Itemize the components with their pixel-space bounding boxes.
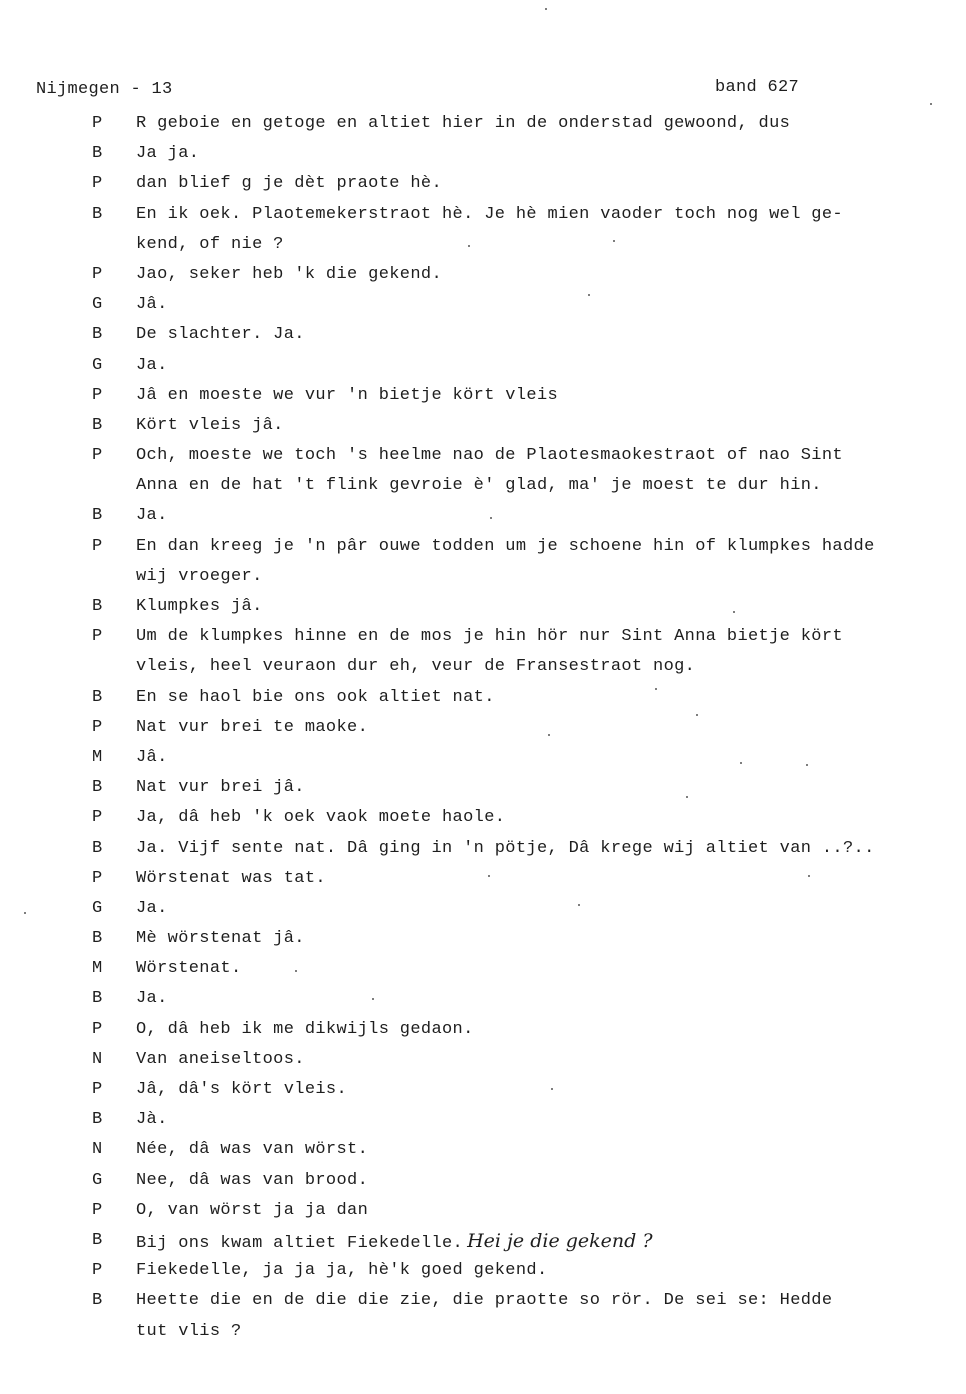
- transcript-line: [0, 1075, 966, 1105]
- utterance-typed: Jâ, dâ's kört vleis.: [136, 1080, 348, 1099]
- page-header-tape: band 627: [715, 78, 800, 97]
- transcript-line: [0, 713, 966, 743]
- speaker-code: M: [92, 747, 103, 767]
- utterance-text: [136, 713, 368, 743]
- utterance-text: [136, 803, 505, 833]
- transcript-line: [0, 290, 966, 320]
- transcript-line: [0, 109, 966, 139]
- speaker-code: P: [92, 264, 103, 284]
- speaker-code: B: [92, 838, 103, 858]
- utterance-typed: Fiekedelle, ja ja ja, hè'k goed gekend.: [136, 1261, 548, 1281]
- utterance-text: [136, 984, 168, 1014]
- utterance-text: [136, 562, 263, 592]
- utterance-typed: Jao, seker heb 'k die gekend.: [136, 264, 442, 284]
- speaker-code: B: [92, 204, 103, 224]
- page-header-location: Nijmegen - 13: [36, 80, 173, 99]
- transcript-line: [0, 1105, 966, 1135]
- utterance-typed: Wörstenat was tat.: [136, 868, 326, 888]
- transcript-line: [0, 1045, 966, 1075]
- utterance-text: [136, 139, 199, 169]
- utterance-typed: dan blief g je dèt praote hè.: [136, 174, 442, 194]
- transcript-line: [0, 652, 966, 682]
- utterance-text: [136, 532, 875, 562]
- utterance-typed: Van aneiseltoos.: [136, 1049, 305, 1069]
- utterance-text: [136, 1256, 548, 1286]
- utterance-typed: Anna en de hat 't flink gevroie è' glad, ma' je moest te dur hin.: [136, 476, 822, 496]
- speaker-code: P: [92, 808, 103, 828]
- speaker-code: M: [92, 959, 103, 979]
- utterance-typed: Ja.: [136, 355, 168, 375]
- utterance-typed: kend, of nie ?: [136, 234, 284, 254]
- speaker-code: G: [92, 1170, 103, 1190]
- speaker-code: N: [92, 1140, 103, 1160]
- utterance-text: [136, 924, 305, 954]
- speaker-code: B: [92, 415, 103, 435]
- speaker-code: B: [92, 929, 103, 949]
- transcript-line: [0, 351, 966, 381]
- utterance-text: [136, 200, 843, 230]
- utterance-typed: Ja.: [136, 506, 168, 526]
- utterance-text: [136, 501, 168, 531]
- transcript-line: [0, 894, 966, 924]
- speaker-code: B: [92, 506, 103, 526]
- speaker-code: P: [92, 627, 103, 647]
- utterance-text: [136, 773, 305, 803]
- speaker-code: B: [92, 1291, 103, 1311]
- utterance-typed: Jà.: [136, 1110, 168, 1130]
- transcript-line: [0, 1196, 966, 1226]
- utterance-typed: O, dâ heb ik me dikwijls gedaon.: [136, 1019, 474, 1039]
- speaker-code: B: [92, 1110, 103, 1130]
- transcript-line: [0, 743, 966, 773]
- speaker-code: G: [92, 898, 103, 918]
- utterance-typed: Jâ en moeste we vur 'n bietje kört vleis: [136, 385, 559, 405]
- scan-speck: [468, 245, 470, 247]
- utterance-text: [136, 169, 442, 199]
- speaker-code: P: [92, 1261, 103, 1281]
- utterance-text: [136, 954, 242, 984]
- utterance-text: [136, 1226, 653, 1259]
- utterance-text: [136, 834, 875, 864]
- utterance-typed: Ja. Vijf sente nat. Dâ ging in 'n pötje, Dâ krege wij altiet van ..?..: [136, 838, 875, 858]
- utterance-text: [136, 290, 168, 320]
- utterance-text: [136, 1196, 368, 1226]
- utterance-text: [136, 351, 168, 381]
- scan-speck: [295, 970, 297, 972]
- utterance-typed: Jâ.: [136, 295, 168, 315]
- speaker-code: P: [92, 446, 103, 466]
- transcript-line: [0, 984, 966, 1014]
- utterance-typed: Nee, dâ was van brood.: [136, 1170, 369, 1190]
- utterance-text: [136, 622, 843, 652]
- speaker-code: B: [92, 325, 103, 345]
- transcript-line: [0, 441, 966, 471]
- utterance-text: [136, 411, 284, 441]
- scan-speck: [686, 796, 688, 798]
- utterance-typed: En se haol bie ons ook altiet nat.: [136, 687, 495, 707]
- transcript-line: [0, 773, 966, 803]
- transcript-line: [0, 532, 966, 562]
- transcript-line: [0, 1317, 966, 1347]
- utterance-text: [136, 320, 305, 350]
- utterance-typed: Klumpkes jâ.: [136, 597, 263, 616]
- transcript-line: [0, 381, 966, 411]
- transcript-body: [0, 109, 966, 1347]
- scan-speck: [655, 688, 657, 690]
- speaker-code: P: [92, 717, 103, 737]
- speaker-code: P: [92, 1200, 103, 1220]
- utterance-typed: tut vlis ?: [136, 1321, 242, 1341]
- speaker-code: B: [92, 778, 103, 798]
- utterance-text: [136, 1286, 832, 1316]
- utterance-text: [136, 381, 558, 411]
- transcript-line: [0, 411, 966, 441]
- speaker-code: B: [92, 989, 103, 1009]
- utterance-typed: En ik oek. Plaotemekerstraot hè. Je hè mien vaoder toch nog wel ge-: [136, 204, 843, 224]
- speaker-code: P: [92, 114, 103, 133]
- speaker-code: P: [92, 1019, 103, 1039]
- transcript-line: [0, 471, 966, 501]
- scan-speck: [806, 764, 808, 766]
- utterance-typed: Um de klumpkes hinne en de mos je hin hör nur Sint Anna bietje kört: [136, 627, 843, 647]
- utterance-typed: Nat vur brei jâ.: [136, 778, 305, 798]
- utterance-typed: Ja ja.: [136, 144, 200, 164]
- transcript-line: [0, 1226, 966, 1256]
- utterance-typed: Mè wörstenat jâ.: [136, 929, 305, 949]
- utterance-text: [136, 1045, 305, 1075]
- utterance-typed: En dan kreeg je 'n pâr ouwe todden um je schoene hin of klumpkes hadde: [136, 536, 875, 556]
- utterance-text: [136, 743, 168, 773]
- scan-speck: [548, 734, 550, 736]
- scan-speck: [372, 998, 374, 1000]
- speaker-code: G: [92, 295, 103, 315]
- utterance-text: [136, 1166, 368, 1196]
- utterance-typed: Jâ.: [136, 747, 168, 767]
- scan-speck: [808, 875, 810, 877]
- speaker-code: P: [92, 868, 103, 888]
- speaker-code: B: [92, 687, 103, 707]
- utterance-text: [136, 260, 442, 290]
- transcript-line: [0, 501, 966, 531]
- speaker-code: P: [92, 385, 103, 405]
- transcript-line: [0, 1015, 966, 1045]
- speaker-code: P: [92, 1080, 103, 1099]
- utterance-text: [136, 864, 326, 894]
- speaker-code: B: [92, 144, 103, 164]
- utterance-typed: Wörstenat.: [136, 959, 242, 979]
- utterance-text: [136, 1105, 168, 1135]
- scan-speck: [733, 611, 735, 613]
- scan-speck: [613, 240, 615, 242]
- transcript-line: [0, 320, 966, 350]
- utterance-text: [136, 894, 168, 924]
- speaker-code: P: [92, 536, 103, 556]
- scan-speck: [490, 517, 492, 519]
- speaker-code: N: [92, 1049, 103, 1069]
- utterance-text: [136, 652, 695, 682]
- transcript-line: [0, 200, 966, 230]
- transcript-line: [0, 592, 966, 622]
- speaker-code: P: [92, 174, 103, 194]
- transcript-line: [0, 1286, 966, 1316]
- transcript-line: [0, 1135, 966, 1165]
- scan-speck: [740, 762, 742, 764]
- scan-speck: [588, 294, 590, 296]
- utterance-typed: wij vroeger.: [136, 566, 263, 586]
- utterance-typed: Ja.: [136, 989, 168, 1009]
- transcript-line: [0, 169, 966, 199]
- utterance-text: [136, 441, 843, 471]
- transcript-line: [0, 683, 966, 713]
- utterance-text: [136, 592, 263, 622]
- transcript-line: [0, 260, 966, 290]
- transcript-line: [0, 562, 966, 592]
- utterance-text: [136, 1075, 347, 1105]
- speaker-code: G: [92, 355, 103, 375]
- transcript-line: [0, 1256, 966, 1286]
- utterance-typed: De slachter. Ja.: [136, 325, 305, 345]
- utterance-typed: Née, dâ was van wörst.: [136, 1140, 369, 1160]
- transcript-line: [0, 1166, 966, 1196]
- scan-speck: [551, 1088, 553, 1090]
- transcript-line: [0, 864, 966, 894]
- scan-speck: [696, 714, 698, 716]
- utterance-text: [136, 230, 284, 260]
- scan-speck: [488, 875, 490, 877]
- transcript-line: [0, 954, 966, 984]
- utterance-typed: Ja.: [136, 898, 168, 918]
- utterance-typed: Nat vur brei te maoke.: [136, 717, 369, 737]
- transcript-line: [0, 139, 966, 169]
- utterance-typed: Och, moeste we toch 's heelme nao de Plaotesmaokestraot of nao Sint: [136, 446, 843, 466]
- utterance-text: [136, 1317, 242, 1347]
- utterance-text: [136, 109, 790, 139]
- transcript-line: [0, 803, 966, 833]
- scan-speck: [930, 103, 932, 105]
- utterance-typed: Kört vleis jâ.: [136, 415, 284, 435]
- handwritten-annotation: Hei je die gekend ?: [467, 1229, 653, 1252]
- utterance-typed: Heette die en de die die zie, die praotte so rör. De sei se: Hedde: [136, 1291, 833, 1311]
- transcript-line: [0, 834, 966, 864]
- transcript-line: [0, 924, 966, 954]
- utterance-typed: O, van wörst ja ja dan: [136, 1200, 369, 1220]
- transcript-line: [0, 230, 966, 260]
- utterance-text: [136, 1015, 474, 1045]
- utterance-typed: R geboie en getoge en altiet hier in de onderstad gewoond, dus: [136, 114, 791, 133]
- scan-speck: [24, 912, 26, 914]
- utterance-typed: Ja, dâ heb 'k oek vaok moete haole.: [136, 808, 506, 828]
- utterance-text: [136, 683, 495, 713]
- utterance-typed: vleis, heel veuraon dur eh, veur de Fransestraot nog.: [136, 657, 696, 677]
- transcript-line: [0, 622, 966, 652]
- utterance-text: [136, 471, 822, 501]
- scan-speck: [578, 904, 580, 906]
- speaker-code: B: [92, 1230, 103, 1250]
- speaker-code: B: [92, 597, 103, 616]
- utterance-typed: Bij ons kwam altiet Fiekedelle.: [136, 1233, 464, 1253]
- utterance-text: [136, 1135, 368, 1165]
- scan-speck: [545, 8, 547, 10]
